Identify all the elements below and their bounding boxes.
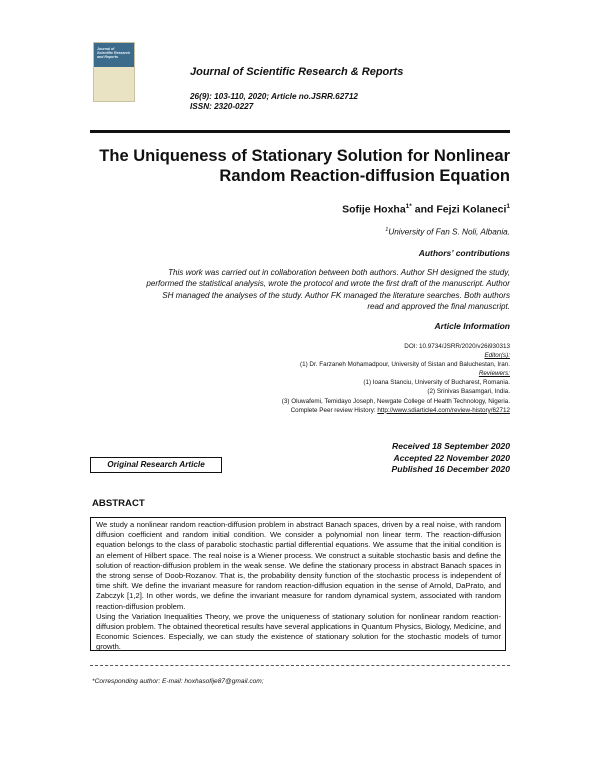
editors-label: Editor(s):	[484, 352, 510, 360]
reviewers-label: Reviewers:	[478, 370, 510, 378]
abstract-box	[90, 517, 506, 651]
affiliation-text: University of Fan S. Noli, Albania.	[388, 227, 510, 237]
author-1: Sofije Hoxha	[342, 203, 406, 216]
date-accepted: Accepted 22 November 2020	[393, 452, 510, 463]
corresponding-author-footnote: *Corresponding author: E-mail: hoxhasofije87@gmail.com;	[92, 678, 264, 685]
doi: DOI: 10.9734/JSRR/2020/v26i930313	[404, 343, 510, 350]
author-2: Fejzi Kolaneci	[436, 203, 507, 216]
editor-1: (1) Dr. Farzaneh Mohamadpour, University of Sistan and Baluchestan, Iran.	[299, 361, 510, 369]
reviewer-1: (1) Ioana Stanciu, University of Bucharest, Romania.	[363, 379, 510, 387]
review-history	[180, 406, 510, 415]
publication-dates	[300, 441, 510, 476]
reviewer-3: (3) Oluwafemi, Temidayo Joseph, Newgate College of Health Technology, Nigeria.	[281, 397, 510, 405]
abstract-paragraph-1: We study a nonlinear random reaction-diffusion problem in abstract Banach spaces, driven by a real noise, with random diffusion coefficient and random initial condition. We consider a polynomial non linear term. The reaction-diffusion equation belongs to the class of parabolic stochastic partial differential equations. We assume that the initial condition is an element of Hilbert space. The real noise is a Wiener process. We construct a suitable stochastic basis and define the solution of reaction-diffusion problem in the weak sense. We define the stationary process in abstract Banach spaces in the strong sense of Doob-Rozanov. That is, the probability density function of the stochastic process is independent of time shift. We define the invariant measure for random reaction-diffusion equation in the sense of Arnold, DaPrato, and Zabczyk [1,2]. In other words, we define the invariant measure for random dynamical system, associated with random reaction-diffusion problem.	[96, 520, 501, 611]
cover-title-line-2: Scientific Research	[97, 51, 131, 55]
contributions-line: performed the statistical analysis, wrote the protocol and wrote the first draft of the manuscript. Author	[146, 279, 510, 289]
article-info-heading: Article Information	[434, 321, 510, 331]
contributions-text	[92, 267, 510, 313]
reviewer-2: (2) Srinivas Basamgari, India.	[427, 388, 510, 396]
cover-title-line-3: and Reports	[97, 55, 118, 59]
contributions-line: SH managed the analyses of the study. Author FK managed the literature searches. Both authors	[162, 290, 510, 300]
footnote-divider	[90, 665, 510, 666]
author-affiliation	[220, 227, 510, 237]
author-list	[220, 203, 510, 216]
journal-volume-line: 26(9): 103-110, 2020; Article no.JSRR.62712	[190, 92, 358, 101]
paper-title-line-1: The Uniqueness of Stationary Solution for Nonlinear	[99, 147, 510, 165]
abstract-heading: ABSTRACT	[92, 498, 145, 509]
author-1-marker: 1*	[405, 203, 412, 210]
contributions-line: read and approved the final manuscript.	[367, 302, 510, 312]
journal-cover-image	[93, 42, 135, 102]
review-history-label: Complete Peer review History:	[290, 406, 378, 414]
review-history-link[interactable]: http://www.sdiarticle4.com/review-history/62712	[377, 406, 510, 414]
article-info-block	[180, 342, 510, 415]
abstract-paragraph-2: Using the Variation Inequalities Theory, we prove the uniqueness of stationary solution for nonlinear random reaction-diffusion problem. The obtained theoretical results have several applications in Quantum Physics, Biology, Medicine, and Economic Sciences. Especially, we can study the existence of stationary solution for the stochastic models of tumor growth.	[96, 611, 501, 652]
journal-name: Journal of Scientific Research & Reports	[190, 66, 404, 78]
article-type-badge: Original Research Article	[90, 457, 222, 473]
paper-title-line-2: Random Reaction-diffusion Equation	[219, 167, 510, 185]
author-2-marker: 1	[506, 203, 510, 210]
date-published: Published 16 December 2020	[391, 464, 510, 474]
paper-title	[60, 146, 510, 186]
cover-title	[97, 47, 132, 59]
header-divider	[90, 130, 510, 133]
affiliation-marker: 1	[385, 227, 389, 233]
cover-title-line-1: Journal of	[97, 47, 115, 51]
contributions-heading: Authors’ contributions	[418, 248, 510, 258]
author-join: and	[411, 203, 437, 216]
contributions-line: This work was carried out in collaboration between both authors. Author SH designed the study,	[168, 268, 510, 277]
date-received: Received 18 September 2020	[392, 441, 510, 451]
journal-issn: ISSN: 2320-0227	[190, 102, 254, 111]
